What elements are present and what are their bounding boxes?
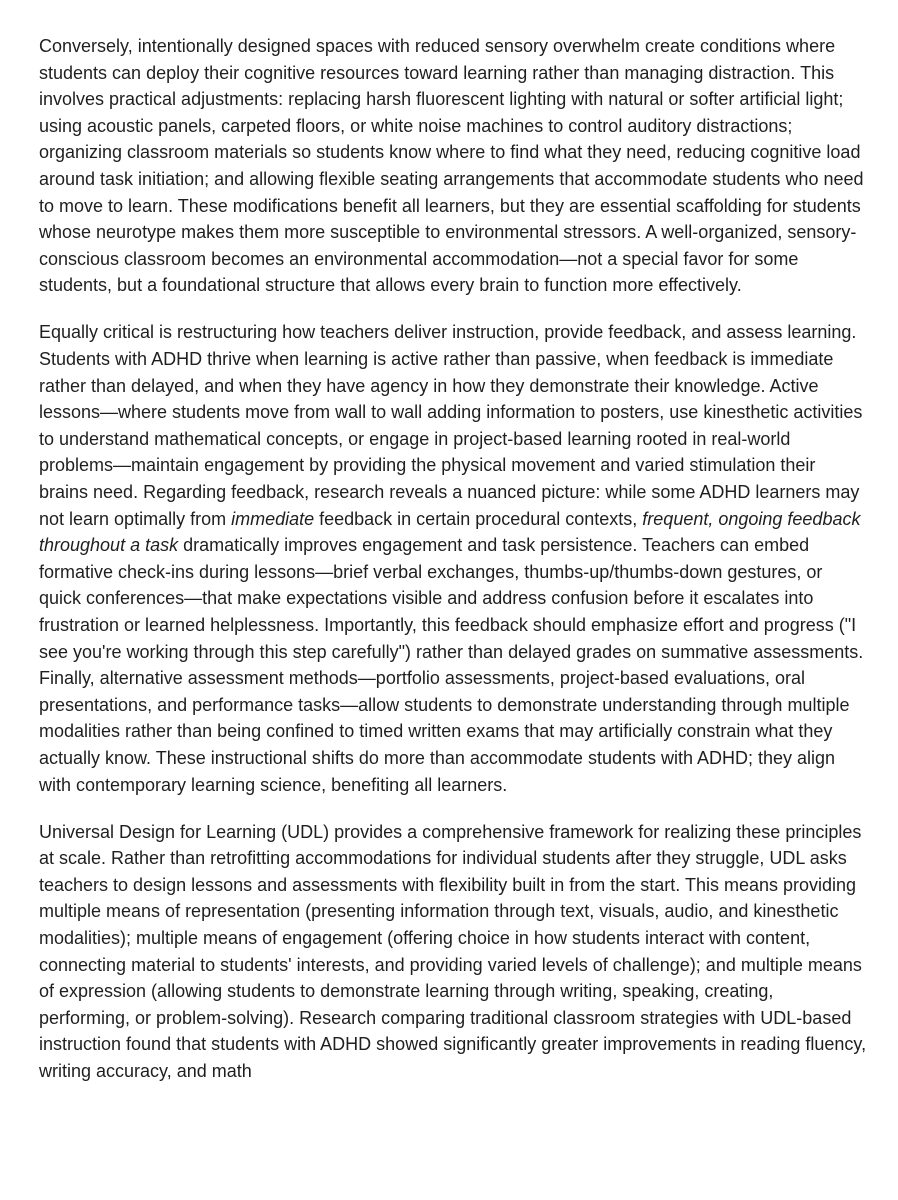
emphasis-frequent-feedback: frequent, ongoing feedback throughout a task <box>39 508 861 556</box>
paragraph-udl <box>39 819 867 1085</box>
paragraph-text: Equally critical is restructuring how teachers deliver instruction, provide feedback, and assess learning. Students with ADHD thrive when learning is active rather than passive, when feedback is immediate rather than delayed, and when they have agency in how they demonstrate their knowledge. Active lessons—where students move from wall to wall adding information to posters, use kinesthetic activities to understand mathematical concepts, or engage in project-based learning rooted in real-world problems—maintain engagement by providing the physical movement and varied stimulation their brains need. Regarding feedback, research reveals a nuanced picture: while some ADHD learners may not learn optimally from <box>39 322 863 529</box>
paragraph-text: Conversely, intentionally designed spaces with reduced sensory overwhelm create conditions where students can deploy their cognitive resources toward learning rather than managing distraction. This involves practical adjustments: replacing harsh fluorescent lighting with natural or softer artificial light; using acoustic panels, carpeted floors, or white noise machines to control auditory distractions; organizing classroom materials so students know where to find what they need, reducing cognitive load around task initiation; and allowing flexible seating arrangements that accommodate students who need to move to learn. These modifications benefit all learners, but they are essential scaffolding for students whose neurotype makes them more susceptible to environmental stressors. A well-organized, sensory-conscious classroom becomes an environmental accommodation—not a special favor for some students, but a foundational structure that allows every brain to function more effectively. <box>39 36 864 296</box>
document-body <box>39 33 867 1105</box>
paragraph-text: feedback in certain procedural contexts, <box>314 508 643 529</box>
paragraph-text: Universal Design for Learning (UDL) provides a comprehensive framework for realizing these principles at scale. Rather than retrofitting accommodations for individual students after they struggle, UDL asks teachers to design lessons and assessments with flexibility built in from the start. This means providing multiple means of representation (presenting information through text, visuals, audio, and kinesthetic modalities); multiple means of engagement (offering choice in how students interact with content, connecting material to students' interests, and providing varied levels of challenge); and multiple means of expression (allowing students to demonstrate learning through writing, speaking, creating, performing, or problem-solving). Research comparing traditional classroom strategies with UDL-based instruction found that students with ADHD showed significantly greater improvements in reading fluency, writing accuracy, and math <box>39 821 867 1081</box>
emphasis-immediate: immediate <box>231 508 315 529</box>
paragraph-instruction-feedback <box>39 319 867 798</box>
paragraph-text: dramatically improves engagement and task persistence. Teachers can embed formative check-ins during lessons—brief verbal exchanges, thumbs-up/thumbs-down gestures, or quick conferences—that make expectations visible and address confusion before it escalates into frustration or learned helplessness. Importantly, this feedback should emphasize effort and progress ("I see you're working through this step carefully") rather than delayed grades on summative assessments. Finally, alternative assessment methods—portfolio assessments, project-based evaluations, oral presentations, and performance tasks—allow students to demonstrate understanding through multiple modalities rather than being confined to timed written exams that may artificially constrain what they actually know. These instructional shifts do more than accommodate students with ADHD; they align with contemporary learning science, benefiting all learners. <box>39 535 864 795</box>
paragraph-sensory-spaces <box>39 33 867 299</box>
